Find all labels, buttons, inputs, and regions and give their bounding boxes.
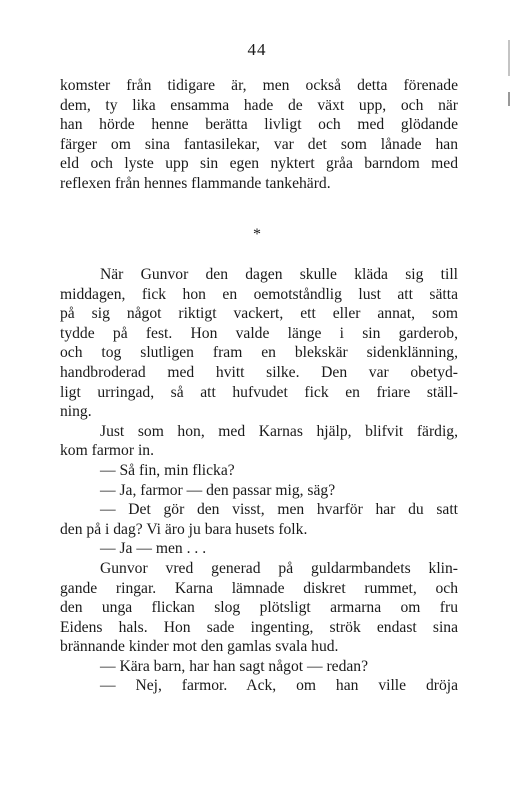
text-line: dem, ty lika ensamma hade de växt upp, och när <box>60 96 458 114</box>
text-line: brännande kinder mot den gamlas svala hud. <box>60 638 339 656</box>
text-line: färger om sina fantasilekar, var det som lånade han <box>60 135 458 153</box>
page-edge-mark <box>508 92 510 106</box>
text-line: — Ja, farmor — den passar mig, säg? <box>100 481 336 499</box>
paragraph-continued <box>60 76 458 194</box>
text-line: gande ringar. Karna lämnade diskret rummet, och <box>60 579 458 597</box>
page-number: 44 <box>247 40 267 59</box>
page-edge-mark <box>508 40 510 76</box>
text-line: När Gunvor den dagen skulle kläda sig till <box>100 266 458 283</box>
text-line: — Nej, farmor. Ack, om han ville dröja <box>100 677 458 695</box>
text-line: ning. <box>60 403 92 421</box>
text-line: och tog slutligen fram en blekskär sidenklänning, <box>60 344 458 362</box>
text-line: handbroderad med hvitt silke. Den var obetyd- <box>60 363 458 381</box>
text-line: — Ja — men . . . <box>100 540 207 558</box>
text-line: reflexen från hennes flammande tankehärd. <box>60 174 331 192</box>
text-line: tydde på fest. Hon valde länge i sin garderob, <box>60 324 458 342</box>
text-line: middagen, fick hon en oemotståndlig lust att sätta <box>60 285 458 303</box>
text-line: den unga flickan slog plötsligt armarna om fru <box>60 599 458 617</box>
text-line: han hörde henne berätta livligt och med glödande <box>60 116 458 134</box>
text-line: på sig något riktigt vackert, ett eller annat, som <box>60 305 458 323</box>
text-line: — Kära barn, har han sagt något — redan? <box>100 657 369 675</box>
text-line: eld och lyste upp sin egen nyktert gråa barndom med <box>60 155 458 173</box>
text-line: — Så fin, min flicka? <box>100 461 235 479</box>
section-separator-asterisk: * <box>253 226 261 243</box>
text-line: — Det gör den visst, men hvarför har du satt <box>100 501 458 519</box>
text-line: Gunvor vred generad på guldarmbandets klin- <box>100 559 458 577</box>
text-line: den på i dag? Vi äro ju bara husets folk. <box>60 520 308 538</box>
section-body <box>60 265 458 696</box>
text-line: ligt urringad, så att hufvudet fick en friare ställ- <box>60 383 458 401</box>
text-line: Eidens hals. Hon sade ingenting, strök endast sina <box>60 618 458 636</box>
text-line: komster från tidigare är, men också detta förenade <box>60 77 458 94</box>
text-line: kom farmor in. <box>60 442 154 460</box>
text-line: Just som hon, med Karnas hjälp, blifvit färdig, <box>100 422 458 440</box>
